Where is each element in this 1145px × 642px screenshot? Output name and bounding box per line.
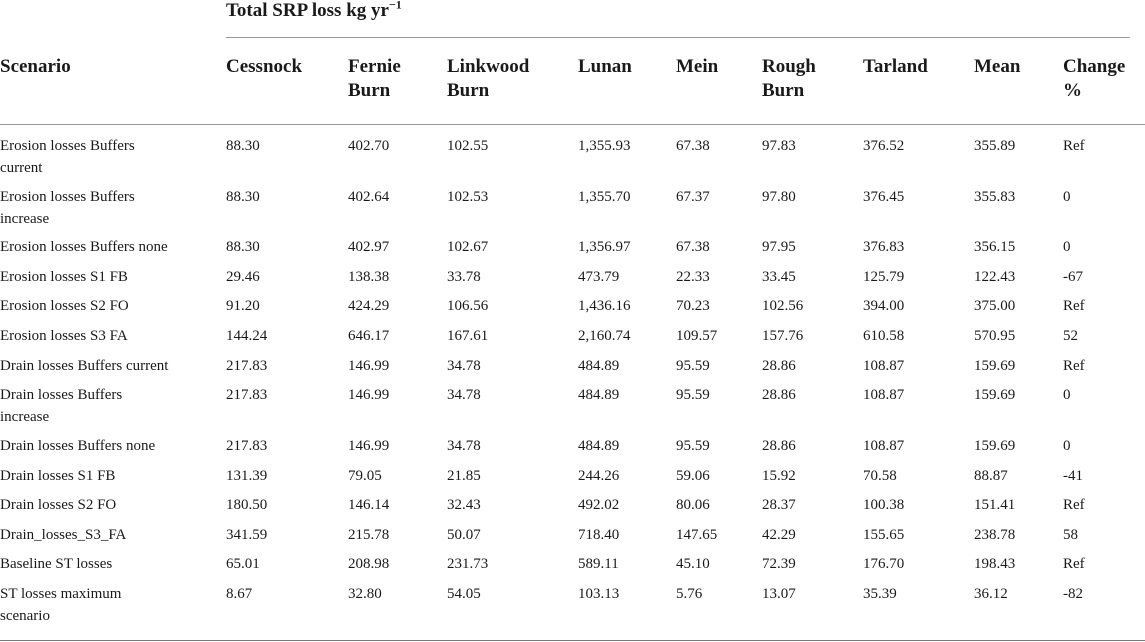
table-cell-change-percent: Ref xyxy=(1063,298,1085,314)
table-cell-change-percent: 0 xyxy=(1063,438,1071,454)
row-label: Drain losses S1 FB xyxy=(0,468,116,484)
table-cell-mean: 159.69 xyxy=(974,387,1016,403)
table-cell-lunan: 484.89 xyxy=(578,438,620,454)
table-cell-change-percent: -67 xyxy=(1063,269,1083,285)
table-cell-rough-burn: 97.83 xyxy=(762,138,796,154)
table-cell-mean: 355.83 xyxy=(974,189,1016,205)
table-cell-mein: 59.06 xyxy=(676,468,710,484)
table-cell-cessnock: 131.39 xyxy=(226,468,268,484)
table-cell-lunan: 1,436.16 xyxy=(578,298,631,314)
table-cell-tarland: 125.79 xyxy=(863,269,905,285)
table-cell-linkwood-burn: 231.73 xyxy=(447,556,489,572)
table-cell-tarland: 394.00 xyxy=(863,298,905,314)
table-cell-mein: 5.76 xyxy=(676,586,703,602)
table-cell-fernie-burn: 402.64 xyxy=(348,189,390,205)
table-cell-mein: 95.59 xyxy=(676,358,710,374)
table-cell-cessnock: 29.46 xyxy=(226,269,260,285)
table-cell-mean: 88.87 xyxy=(974,468,1008,484)
table-cell-linkwood-burn: 106.56 xyxy=(447,298,489,314)
table-cell-linkwood-burn: 102.53 xyxy=(447,189,489,205)
column-header-mean: Mean xyxy=(974,56,1021,77)
table-cell-rough-burn: 42.29 xyxy=(762,527,796,543)
table-cell-fernie-burn: 138.38 xyxy=(348,269,390,285)
table-cell-change-percent: -41 xyxy=(1063,468,1083,484)
table-cell-cessnock: 91.20 xyxy=(226,298,260,314)
table-cell-rough-burn: 102.56 xyxy=(762,298,804,314)
table-cell-mean: 198.43 xyxy=(974,556,1016,572)
table-cell-fernie-burn: 146.99 xyxy=(348,358,390,374)
row-label: ST losses maximum scenario xyxy=(0,586,122,624)
column-header-fernie-burn: Fernie Burn xyxy=(348,56,401,101)
table-cell-mean: 36.12 xyxy=(974,586,1008,602)
table-cell-linkwood-burn: 50.07 xyxy=(447,527,481,543)
table-cell-mein: 67.38 xyxy=(676,138,710,154)
table-cell-linkwood-burn: 32.43 xyxy=(447,497,481,513)
table-cell-lunan: 1,355.70 xyxy=(578,189,631,205)
table-cell-change-percent: 58 xyxy=(1063,527,1078,543)
table-cell-lunan: 1,356.97 xyxy=(578,239,631,255)
table-cell-rough-burn: 72.39 xyxy=(762,556,796,572)
table-cell-mein: 95.59 xyxy=(676,387,710,403)
table-cell-linkwood-burn: 167.61 xyxy=(447,328,489,344)
row-label: Erosion losses S1 FB xyxy=(0,269,128,285)
table-cell-lunan: 473.79 xyxy=(578,269,620,285)
table-cell-fernie-burn: 402.97 xyxy=(348,239,390,255)
table-cell-tarland: 376.52 xyxy=(863,138,905,154)
table-cell-fernie-burn: 146.14 xyxy=(348,497,390,513)
table-cell-mean: 151.41 xyxy=(974,497,1016,513)
row-label: Erosion losses Buffers none xyxy=(0,239,168,255)
table-cell-tarland: 376.83 xyxy=(863,239,905,255)
table-cell-lunan: 244.26 xyxy=(578,468,620,484)
table-cell-mean: 570.95 xyxy=(974,328,1016,344)
table-cell-rough-burn: 97.95 xyxy=(762,239,796,255)
row-label: Drain losses Buffers none xyxy=(0,438,156,454)
table-cell-mein: 147.65 xyxy=(676,527,718,543)
row-label: Erosion losses S2 FO xyxy=(0,298,129,314)
table-cell-fernie-burn: 215.78 xyxy=(348,527,390,543)
table-cell-mein: 109.57 xyxy=(676,328,718,344)
table-cell-change-percent: 0 xyxy=(1063,189,1071,205)
table-cell-cessnock: 180.50 xyxy=(226,497,268,513)
table-cell-mean: 355.89 xyxy=(974,138,1016,154)
row-label: Drain losses S2 FO xyxy=(0,497,117,513)
table-cell-lunan: 492.02 xyxy=(578,497,620,513)
table-cell-rough-burn: 28.86 xyxy=(762,358,796,374)
column-header-cessnock: Cessnock xyxy=(226,56,303,77)
table-cell-rough-burn: 157.76 xyxy=(762,328,804,344)
column-header-tarland: Tarland xyxy=(863,56,928,77)
table-cell-fernie-burn: 146.99 xyxy=(348,387,390,403)
table-cell-change-percent: 0 xyxy=(1063,239,1071,255)
table-cell-cessnock: 217.83 xyxy=(226,438,268,454)
table-cell-mean: 159.69 xyxy=(974,438,1016,454)
row-label: Erosion losses Buffers current xyxy=(0,138,135,176)
table-cell-mean: 159.69 xyxy=(974,358,1016,374)
table-cell-lunan: 589.11 xyxy=(578,556,619,572)
table-cell-linkwood-burn: 34.78 xyxy=(447,358,481,374)
table-cell-fernie-burn: 79.05 xyxy=(348,468,382,484)
table-cell-lunan: 2,160.74 xyxy=(578,328,631,344)
table-cell-cessnock: 88.30 xyxy=(226,189,260,205)
table-cell-tarland: 610.58 xyxy=(863,328,905,344)
column-header-change-percent: Change % xyxy=(1063,56,1126,101)
table-cell-cessnock: 8.67 xyxy=(226,586,253,602)
table-cell-rough-burn: 33.45 xyxy=(762,269,796,285)
table-cell-cessnock: 65.01 xyxy=(226,556,260,572)
table-cell-change-percent: 0 xyxy=(1063,387,1071,403)
table-cell-fernie-burn: 646.17 xyxy=(348,328,390,344)
table-cell-fernie-burn: 208.98 xyxy=(348,556,390,572)
table-cell-mein: 67.37 xyxy=(676,189,710,205)
row-label: Drain_losses_S3_FA xyxy=(0,527,127,543)
row-label: Drain losses Buffers current xyxy=(0,358,169,374)
table-cell-mean: 356.15 xyxy=(974,239,1016,255)
table-cell-mean: 238.78 xyxy=(974,527,1016,543)
header-rule xyxy=(0,124,1145,125)
table-cell-fernie-burn: 32.80 xyxy=(348,586,382,602)
table-cell-linkwood-burn: 34.78 xyxy=(447,438,481,454)
table-cell-mean: 375.00 xyxy=(974,298,1016,314)
table-cell-cessnock: 217.83 xyxy=(226,387,268,403)
table-cell-mein: 80.06 xyxy=(676,497,710,513)
table-cell-cessnock: 88.30 xyxy=(226,239,260,255)
table-cell-fernie-burn: 146.99 xyxy=(348,438,390,454)
table-cell-tarland: 176.70 xyxy=(863,556,905,572)
table-cell-fernie-burn: 424.29 xyxy=(348,298,390,314)
table-cell-lunan: 718.40 xyxy=(578,527,620,543)
row-label: Baseline ST losses xyxy=(0,556,113,572)
spanner-rule xyxy=(226,37,1130,38)
table-cell-linkwood-burn: 102.55 xyxy=(447,138,489,154)
table-cell-mein: 22.33 xyxy=(676,269,710,285)
table-cell-change-percent: 52 xyxy=(1063,328,1078,344)
table-cell-cessnock: 341.59 xyxy=(226,527,268,543)
table-cell-mein: 95.59 xyxy=(676,438,710,454)
table-cell-change-percent: Ref xyxy=(1063,358,1085,374)
row-label: Erosion losses S3 FA xyxy=(0,328,128,344)
table-cell-tarland: 70.58 xyxy=(863,468,897,484)
table-cell-mein: 70.23 xyxy=(676,298,710,314)
table-cell-cessnock: 144.24 xyxy=(226,328,268,344)
table-cell-tarland: 35.39 xyxy=(863,586,897,602)
table-cell-rough-burn: 13.07 xyxy=(762,586,796,602)
table-cell-tarland: 108.87 xyxy=(863,358,905,374)
table-cell-lunan: 1,355.93 xyxy=(578,138,631,154)
table-cell-linkwood-burn: 34.78 xyxy=(447,387,481,403)
row-label: Erosion losses Buffers increase xyxy=(0,189,135,227)
row-label: Drain losses Buffers increase xyxy=(0,387,123,425)
table-cell-rough-burn: 28.86 xyxy=(762,438,796,454)
table-cell-lunan: 484.89 xyxy=(578,358,620,374)
column-header-linkwood-burn: Linkwood Burn xyxy=(447,56,530,101)
table-cell-rough-burn: 28.86 xyxy=(762,387,796,403)
table-cell-linkwood-burn: 33.78 xyxy=(447,269,481,285)
bottom-rule xyxy=(0,640,1145,641)
table-cell-change-percent: Ref xyxy=(1063,138,1085,154)
table-cell-mein: 45.10 xyxy=(676,556,710,572)
table-cell-cessnock: 88.30 xyxy=(226,138,260,154)
table-cell-tarland: 155.65 xyxy=(863,527,905,543)
table-cell-cessnock: 217.83 xyxy=(226,358,268,374)
table-cell-rough-burn: 28.37 xyxy=(762,497,796,513)
column-header-rough-burn: Rough Burn xyxy=(762,56,816,101)
table-cell-fernie-burn: 402.70 xyxy=(348,138,390,154)
table-cell-rough-burn: 15.92 xyxy=(762,468,796,484)
table-cell-tarland: 376.45 xyxy=(863,189,905,205)
table-cell-change-percent: Ref xyxy=(1063,556,1085,572)
column-header-lunan: Lunan xyxy=(578,56,632,77)
table-title xyxy=(226,0,402,23)
table-cell-rough-burn: 97.80 xyxy=(762,189,796,205)
column-header-mein: Mein xyxy=(676,56,719,77)
table-cell-tarland: 100.38 xyxy=(863,497,905,513)
table-cell-linkwood-burn: 54.05 xyxy=(447,586,481,602)
table-cell-mein: 67.38 xyxy=(676,239,710,255)
table-cell-lunan: 103.13 xyxy=(578,586,620,602)
table-cell-mean: 122.43 xyxy=(974,269,1016,285)
table-cell-linkwood-burn: 21.85 xyxy=(447,468,481,484)
column-header-scenario: Scenario xyxy=(0,56,71,77)
table-cell-tarland: 108.87 xyxy=(863,438,905,454)
table-cell-linkwood-burn: 102.67 xyxy=(447,239,489,255)
table-title-superscript: −1 xyxy=(388,0,402,12)
table-cell-lunan: 484.89 xyxy=(578,387,620,403)
table-cell-change-percent: Ref xyxy=(1063,497,1085,513)
table-cell-change-percent: -82 xyxy=(1063,586,1083,602)
table-cell-tarland: 108.87 xyxy=(863,387,905,403)
table-title-text: Total SRP loss kg yr xyxy=(226,0,389,21)
